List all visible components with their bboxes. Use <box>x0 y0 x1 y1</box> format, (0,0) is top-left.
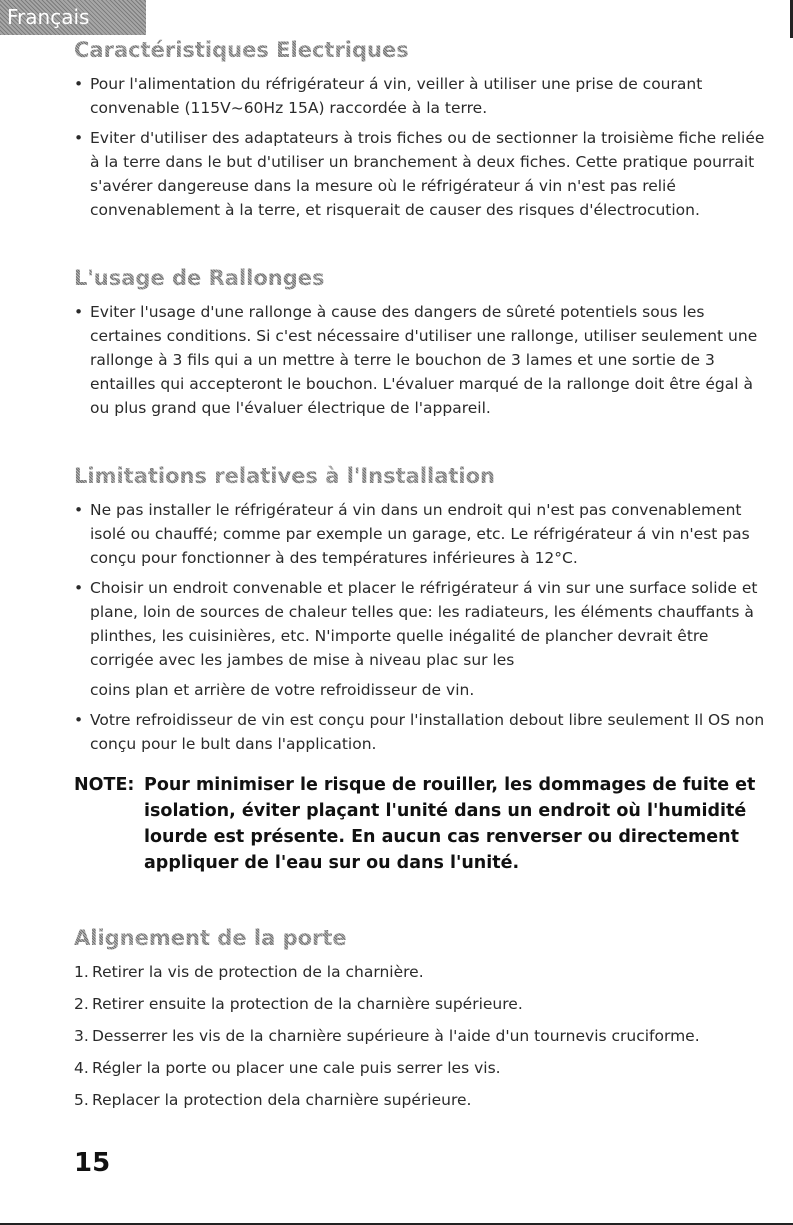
step-item <box>74 960 774 984</box>
step-item <box>74 992 774 1016</box>
step-text: Régler la porte ou placer une cale puis serrer les vis. <box>92 1059 501 1077</box>
step-text: Retirer la vis de protection de la charnière. <box>92 963 424 981</box>
step-text: Replacer la protection dela charnière supérieure. <box>92 1091 472 1109</box>
section-electrical <box>74 36 774 222</box>
steps-list <box>74 960 774 1112</box>
step-number: 4. <box>74 1059 89 1077</box>
section-door <box>74 924 774 1112</box>
section-title-installation: Limitations relatives à l'Installation <box>74 462 774 490</box>
step-number: 1. <box>74 963 89 981</box>
section-title-door: Alignement de la porte <box>74 924 774 952</box>
section-installation <box>74 462 774 756</box>
list-item: • Pour l'alimentation du réfrigérateur á vin, veiller à utiliser une prise de courant convenable (115V~60Hz 15A) raccordée à la terre. <box>74 72 774 120</box>
list-item-continuation: coins plan et arrière de votre refroidisseur de vin. <box>90 681 475 699</box>
list-item: • Ne pas installer le réfrigérateur á vin dans un endroit qui n'est pas convenablement isolé ou chauffé; comme par exemple un garage, etc. Le réfrigérateur á vin n'est pas conçu pour fonctionner à des températures inférieures à 12°C. <box>74 498 774 570</box>
list-item-text: • Choisir un endroit convenable et placer le réfrigérateur á vin sur une surface solide et plane, loin de sources de chaleur telles que: les radiateurs, les éléments chauffants à plinthes, les cuisinières, etc. N'importe quelle inégalité de plancher devrait être corrigée avec les jambes de mise à niveau plac sur les <box>90 579 758 669</box>
section-extension <box>74 264 774 420</box>
list-item: • Eviter l'usage d'une rallonge à cause des dangers de sûreté potentiels sous les certaines conditions. Si c'est nécessaire d'utiliser une rallonge, utiliser seulement une rallonge à 3 fils qui a un mettre à terre le bouchon de 3 lames et une sortie de 3 entailles qui accepteront le bouchon. L'évaluer marqué de la rallonge doit être égal à ou plus grand que l'évaluer électrique de l'appareil. <box>74 300 774 420</box>
step-item <box>74 1056 774 1080</box>
bullet-list <box>74 72 774 222</box>
step-number: 5. <box>74 1091 89 1109</box>
step-item <box>74 1088 774 1112</box>
bullet-list <box>74 498 774 756</box>
step-text: Retirer ensuite la protection de la charnière supérieure. <box>92 995 523 1013</box>
note-text: Pour minimiser le risque de rouiller, les dommages de fuite et isolation, éviter plaçant l'unité dans un endroit où l'humidité lourde est présente. En aucun cas renverser ou directement appliquer de l'eau sur ou dans l'unité. <box>144 775 756 873</box>
step-number: 2. <box>74 995 89 1013</box>
list-item: • Votre refroidisseur de vin est conçu pour l'installation debout libre seulement Il OS non conçu pour le bult dans l'application. <box>74 708 774 756</box>
section-title-extension: L'usage de Rallonges <box>74 264 774 292</box>
step-number: 3. <box>74 1027 89 1045</box>
step-text: Desserrer les vis de la charnière supérieure à l'aide d'un tournevis cruciforme. <box>92 1027 700 1045</box>
list-item <box>74 576 774 702</box>
step-item <box>74 1024 774 1048</box>
language-tab: Français <box>0 0 146 35</box>
page-number: 15 <box>74 1148 111 1178</box>
list-item: • Eviter d'utiliser des adaptateurs à trois fiches ou de sectionner la troisième fiche reliée à la terre dans le but d'utiliser un branchement à deux fiches. Cette pratique pourrait s'avérer dangereuse dans la mesure où le réfrigérateur á vin n'est pas relié convenablement à la terre, et risquerait de causer des risques d'électrocution. <box>74 126 774 222</box>
page-content <box>74 36 774 1154</box>
bullet-list <box>74 300 774 420</box>
note-label: NOTE: <box>74 775 135 795</box>
section-title-electrical: Caractéristiques Electriques <box>74 36 774 64</box>
note-block <box>74 772 774 876</box>
